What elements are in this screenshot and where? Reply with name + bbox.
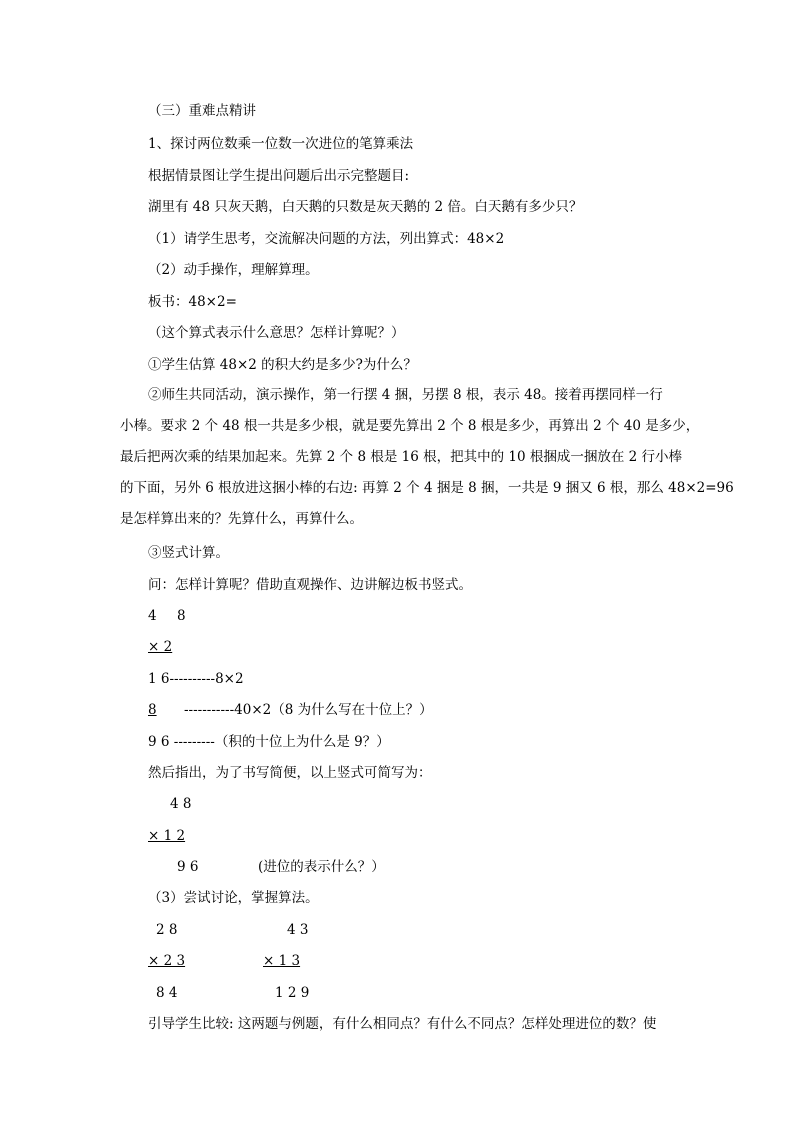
step-3: （3）尝试讨论，掌握算法。 <box>148 890 319 906</box>
vertical-calc-heading: ③竖式计算。 <box>148 545 229 561</box>
step-1: （1）请学生思考，交流解决问题的方法，列出算式：48×2 <box>148 231 505 247</box>
activity-paragraph-cont <box>120 411 734 535</box>
topic-title: 1、探讨两位数乘一位数一次进位的笔算乘法 <box>148 136 414 152</box>
vertical-digit: 4 <box>148 608 157 624</box>
step-2: （2）动手操作，理解算理。 <box>148 262 319 278</box>
paragraph-line: 是怎样算出来的？先算什么，再算什么。 <box>120 511 363 527</box>
practice-b-multiplier: × 1 3 <box>263 953 301 969</box>
estimate-line: ①学生估算 48×2 的积大约是多少?为什么？ <box>148 357 417 373</box>
practice-b-result: 1 2 9 <box>275 985 310 1001</box>
practice-a-multiplier: × 2 3 <box>148 953 186 969</box>
paragraph-line: 小棒。要求 2 个 48 根一共是多少根，就是要先算出 2 个 8 根是多少，再算出 2 个 40 是多少， <box>120 418 700 434</box>
text-line: 根据情景图让学生提出问题后出示完整题目: <box>148 168 410 184</box>
vertical-multiplier: × 2 <box>148 639 173 655</box>
paragraph-line: 最后把两次乘的结果加起来。先算 2 个 8 根是 16 根，把其中的 10 根捆成一捆放在 2 行小棒 <box>120 449 683 465</box>
comparison-text: 引导学生比较: 这两题与例题，有什么相同点？有什么不同点？怎样处理进位的数？使 <box>148 1016 657 1032</box>
question-line: （这个算式表示什么意思？怎样计算呢？） <box>148 325 405 341</box>
practice-a-top: 2 8 <box>156 922 178 938</box>
section-heading: （三）重难点精讲 <box>148 103 256 119</box>
short-vertical-multiplier: × 1 2 <box>148 828 186 844</box>
vertical-partial-2: -----------40×2（8 为什么写在十位上？） <box>184 702 433 718</box>
short-vertical-result: 9 6 <box>177 859 199 875</box>
board-writing: 板书：48×2= <box>148 294 237 310</box>
activity-paragraph <box>148 380 688 411</box>
vertical-digit: 8 <box>177 608 186 624</box>
paragraph-line: 的下面，另外 6 根放进这捆小棒的右边: 再算 2 个 4 捆是 8 捆，一共是 9 捆又 6 根，那么 48×2=96 <box>120 480 734 496</box>
annotation: (进位的表示什么？） <box>258 859 385 875</box>
vertical-partial-1: 1 6----------8×2 <box>148 671 244 687</box>
short-vertical-top: 4 8 <box>170 796 192 812</box>
vertical-result: 9 6 ---------（积的十位上为什么是 9？） <box>148 734 390 750</box>
problem-text: 湖里有 48 只灰天鹅，白天鹅的只数是灰天鹅的 2 倍。白天鹅有多少只？ <box>148 199 583 215</box>
practice-b-top: 4 3 <box>287 922 309 938</box>
vertical-digit: 8 <box>148 702 157 718</box>
text-line: 问：怎样计算呢？借助直观操作、边讲解边板书竖式。 <box>148 577 472 593</box>
text-line: 然后指出，为了书写简便，以上竖式可简写为： <box>148 765 432 781</box>
practice-a-result: 8 4 <box>156 985 178 1001</box>
paragraph-line: ②师生共同活动，演示操作，第一行摆 4 捆，另摆 8 根，表示 48。接着再摆同样一行 <box>148 387 663 403</box>
